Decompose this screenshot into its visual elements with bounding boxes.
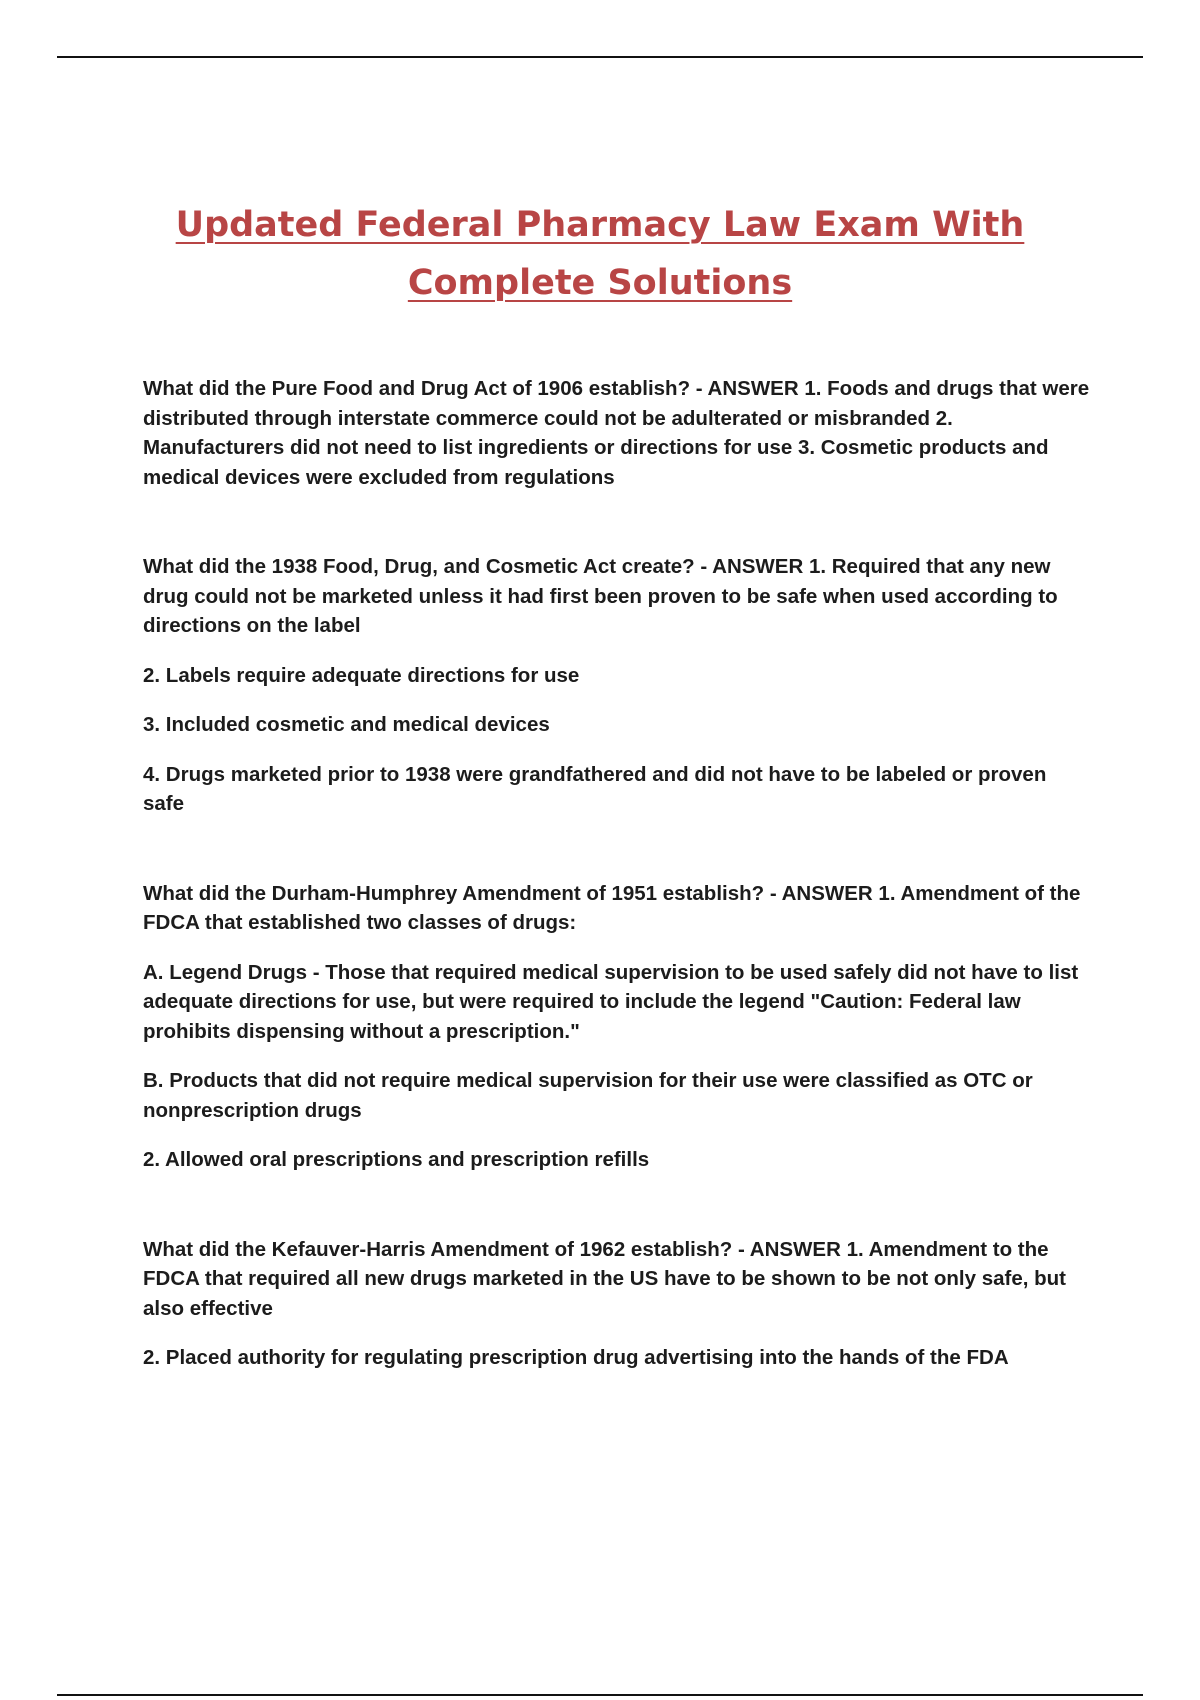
document-title <box>100 196 1100 312</box>
qa-block-durham-humphrey <box>143 879 1093 1175</box>
qa-paragraph: What did the Pure Food and Drug Act of 1906 establish? - ANSWER 1. Foods and drugs that were distributed through interstate commerce could not be adulterated or misbranded 2. Manufacturers did not need to list ingredients or directions for use 3. Cosmetic products and medical devices were excluded from regulations <box>143 377 1090 489</box>
qa-block-pure-food-drug-act <box>143 374 1093 492</box>
qa-content <box>143 374 1093 1433</box>
qa-paragraph: B. Products that did not require medical supervision for their use were classified as OTC or nonprescription drugs <box>143 1069 1033 1122</box>
qa-paragraph: A. Legend Drugs - Those that required medical supervision to be used safely did not have to list adequate directions for use, but were required to include the legend "Caution: Federal law prohibits dispensing without a prescription." <box>143 960 1079 1043</box>
qa-paragraph: 2. Allowed oral prescriptions and prescription refills <box>143 1148 650 1171</box>
bottom-rule <box>57 1694 1143 1696</box>
qa-paragraph: 3. Included cosmetic and medical devices <box>143 713 550 736</box>
qa-paragraph: What did the 1938 Food, Drug, and Cosmetic Act create? - ANSWER 1. Required that any new drug could not be marketed unless it had first been proven to be safe when used according to directions on the label <box>143 555 1058 637</box>
title-line-2: Complete Solutions <box>407 263 793 303</box>
title-line-1: Updated Federal Pharmacy Law Exam With <box>175 205 1025 245</box>
qa-block-fdca-1938 <box>143 552 1093 819</box>
qa-paragraph: What did the Durham-Humphrey Amendment of 1951 establish? - ANSWER 1. Amendment of the FDCA that established two classes of drugs: <box>143 881 1081 934</box>
qa-paragraph: What did the Kefauver-Harris Amendment of 1962 establish? - ANSWER 1. Amendment to the FDCA that required all new drugs marketed in the US have to be shown to be not only safe, but also effective <box>143 1237 1066 1320</box>
qa-paragraph: 2. Labels require adequate directions for use <box>143 663 580 687</box>
top-rule <box>57 56 1143 58</box>
qa-block-kefauver-harris <box>143 1235 1093 1373</box>
qa-paragraph: 2. Placed authority for regulating prescription drug advertising into the hands of the FDA <box>143 1346 1009 1369</box>
qa-paragraph: 4. Drugs marketed prior to 1938 were grandfathered and did not have to be labeled or proven safe <box>143 762 1047 815</box>
